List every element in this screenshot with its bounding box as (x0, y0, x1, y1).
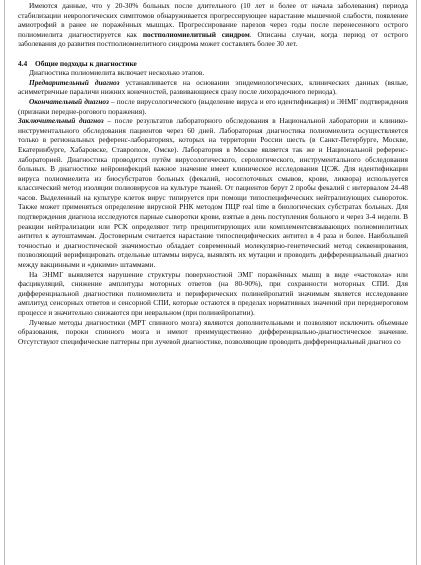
section-number: 4.4 (18, 58, 28, 68)
final-term: Заключительный диагноз (18, 116, 104, 126)
definitive-paragraph (18, 97, 408, 116)
definitive-term: Окончательный диагноз (29, 96, 109, 106)
preliminary-paragraph (18, 78, 408, 97)
final-text: – после результатов лабораторного обследования в Национальной лаборатории и клинико-инструментального обследования пациентов через 60 дней. Лабораторная диагностика полиомиелита осуществляется только в региональных референс-лабораториях, которых на территории России шесть (в Санкт-Петербурге, Москве, Екатеринбурге, Хабаровске, Ставрополе, Омске). Лаборатория в Москве является так же и Национальной референс-лабораторией. Диагностика проводится путём вирусологического, серологического, инструментального обследования больных. В диагностике нейроинфекций важное значение имеет клиническое исследования ЦСЖ. Для идентификации вируса полиомиелита из биосубстратов больных (фекалий, носоглоточных смывов, крови, ликвора) используется классический метод изоляции полиовирусов на культуре тканей. От пациентов берут 2 пробы фекалий с интервалом 24-48 часов. Выделенный на культуре клеток вирус типируется при помощи типоспецифических нейтрализующих сывороток. Также может применяться определение вирусной РНК методом ПЦР real time в биологических субстратах больных. Для подтверждения диагноза исследуются парные сыворотки крови, взятые в день поступления больного и через 3-4 недели. В реакции нейтрализации или РСК определяют титр преципитирующих или комплементсвязывающих полиомиелитных антител к аутоштаммам. Достоверным считается нарастание типоспецифических антител в 4 раза и более. Наибольшей точностью и диагностической значимостью обладает современный молекулярно-генетический метод секвенирования, позволяющий верифицировать отдельные штаммы вируса, выявлять их мутации и проводить дифференциальный диагноз между вакцинными и «дикими» штаммами. (18, 116, 408, 270)
enmg-paragraph: На ЭНМГ выявляется нарушение структуры поверхностной ЭМГ поражённых мышц в виде «частокола» или фасцикуляций, снижение амплитуды моторных ответов (на 80-90%), при сохранности моторных СПИ. Для дифференциальной диагностики полиомиелита и периферических полинейропатий значимым является исследование амплитуд сенсорных ответов и сенсорной СПИ, которые остаются в пределах нормативных значений при переднероговом процессе и значительно снижаются при невральном (при полинейропатии). (18, 269, 408, 317)
preliminary-text: устанавливается на основании эпидемиологических, клинических данных (вялые, асимметричные параличи нижних конечностей, развивающиеся сразу после лихорадочного периода). (18, 77, 408, 97)
preliminary-term: Предварительный диагноз (29, 77, 120, 87)
intro-term: постполиомиелитный синдром (142, 29, 250, 39)
section-heading (18, 59, 408, 69)
intro-paragraph (18, 1, 408, 49)
spacer (18, 49, 408, 59)
final-paragraph (18, 116, 408, 270)
definitive-text: – после вирусологического (выделение вируса и его идентификация) и ЭНМГ подтверждения (признаки передне-рогового поражения). (18, 96, 408, 116)
intro-tail: . Описаны случаи, когда период от острого заболевания до развития постполиомиелитного синдрома может составлять более 30 лет. (18, 29, 408, 49)
section-title: Общие подходы к диагностике (35, 58, 137, 68)
document-page (4, 0, 417, 565)
imaging-paragraph: Лучевые методы диагностики (МРТ спинного мозга) являются дополнительными и позволяют исключить объемные образования, пороки спинного мозга и имеют преимущественно дифференциально-диагностическое значение. Отсутствуют специфические паттерны при лучевой диагностике, позволяющие проводить дифференциальный диагноз со (18, 317, 408, 346)
lead-paragraph: Диагностика полиомиелита включает несколько этапов. (29, 68, 205, 78)
intro-text: Имеются данные, что у 20-30% больных после длительного (10 лет и более от начала заболевания) периода стабилизации неврологических симптомов обнаруживается прогрессирующее нарастание мышечной слабости, появление амиотрофий в ранее не поражённых мышцах. Прогрессирование парезов через годы после перенесенного острого полиомиелита диагностируется как (18, 1, 408, 39)
